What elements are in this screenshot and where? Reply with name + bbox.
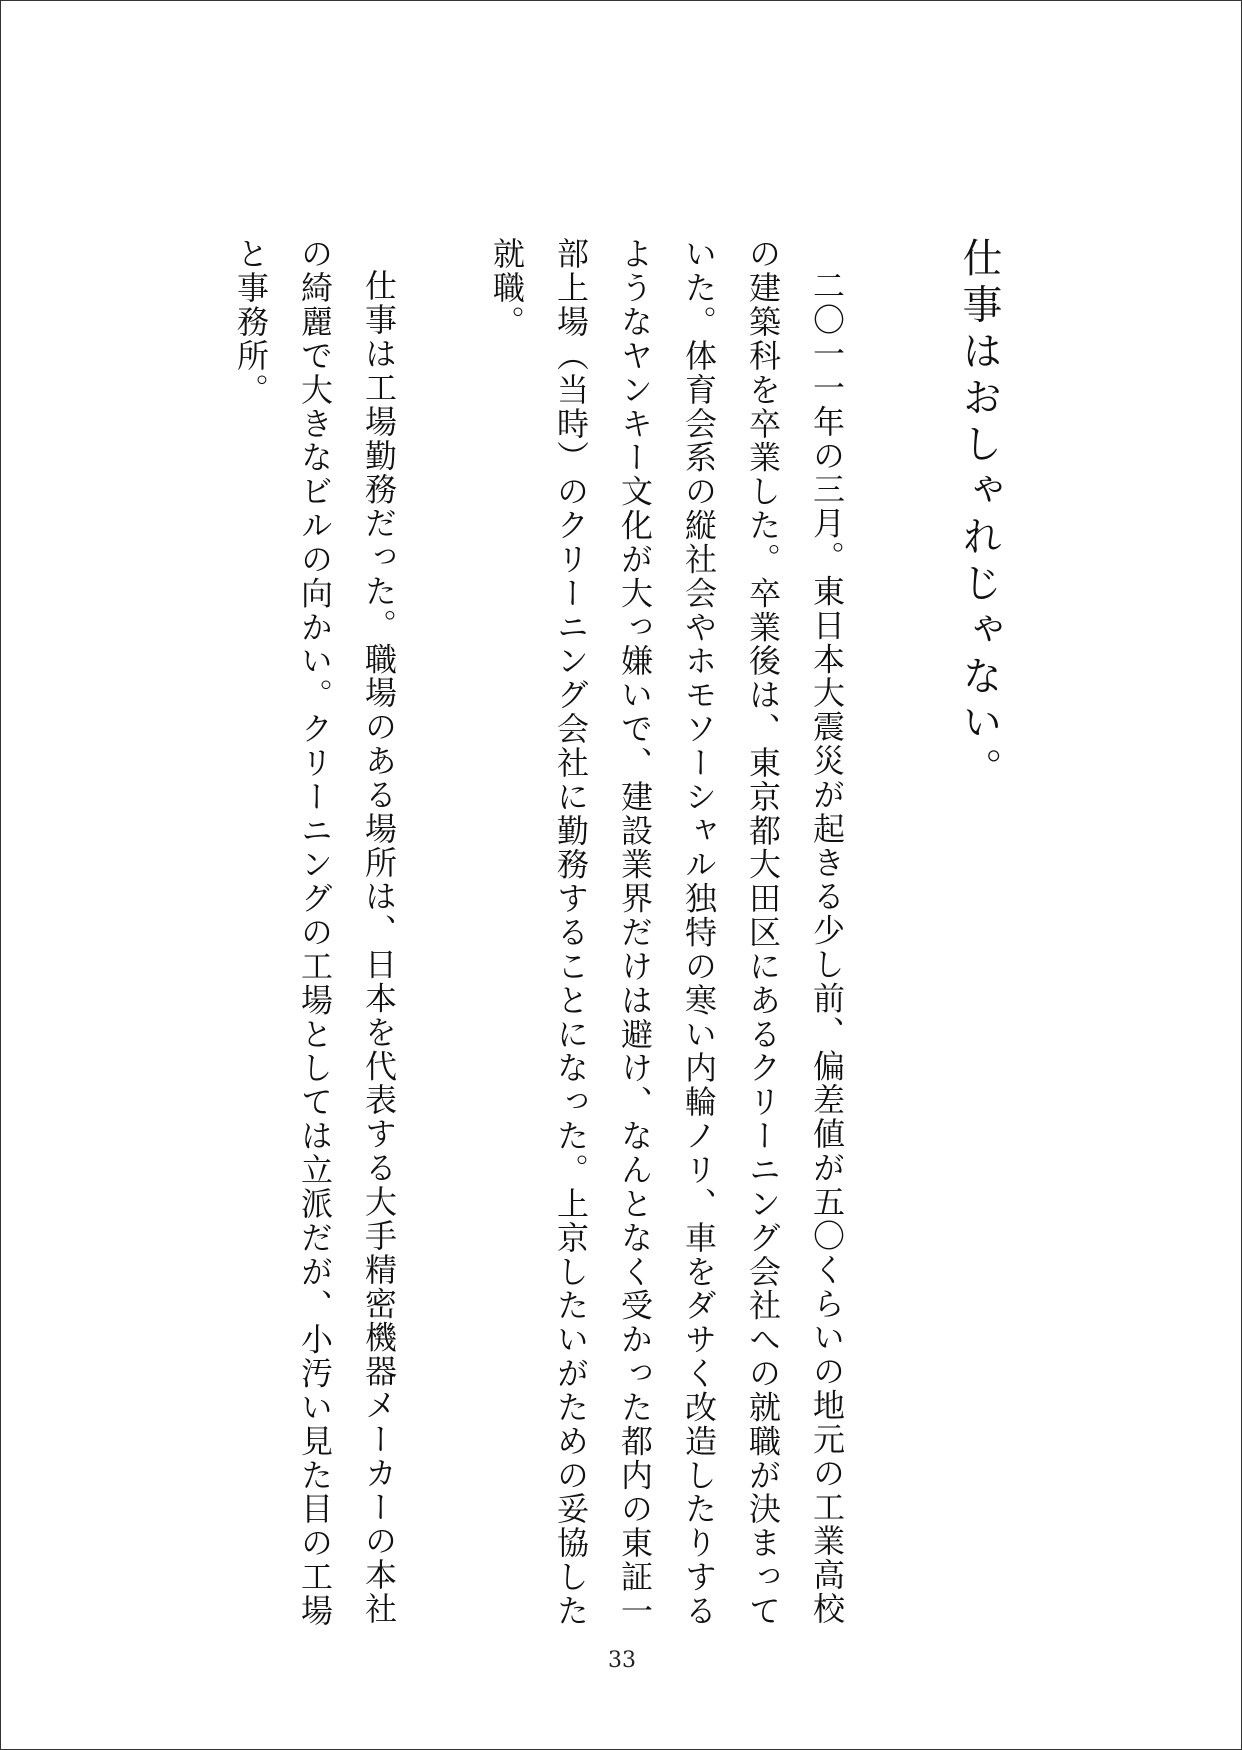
paragraph-gap	[411, 237, 475, 1637]
paragraph-1: 二〇一一年の三月。東日本大震災が起きる少し前、偏差値が五〇くらいの地元の工業高校の建築科を卒業した。卒業後は、東京都大田区にあるクリーニング会社への就職が決まっていた。体育会系の縦社会やホモソーシャル独特の寒い内輪ノリ、車をダサく改造したりするようなヤンキー文化が大っ嫌いで、建設業界だけは避け、なんとなく受かった都内の東証一部上場（当時）のクリーニング会社に勤務することになった。上京したいがための妥協した就職。	[488, 237, 846, 1628]
page-number: 33	[608, 1648, 636, 1673]
chapter-title: 仕事はおしゃれじゃない。	[956, 237, 1002, 794]
paragraph-2: 仕事は工場勤務だった。職場のある場所は、日本を代表する大手精密機器メーカーの本社の綺麗で大きなビルの向かい。クリーニングの工場としては立派だが、小汚い見た目の工場と事務所。	[232, 237, 398, 1628]
vertical-text-body	[232, 237, 1002, 1637]
